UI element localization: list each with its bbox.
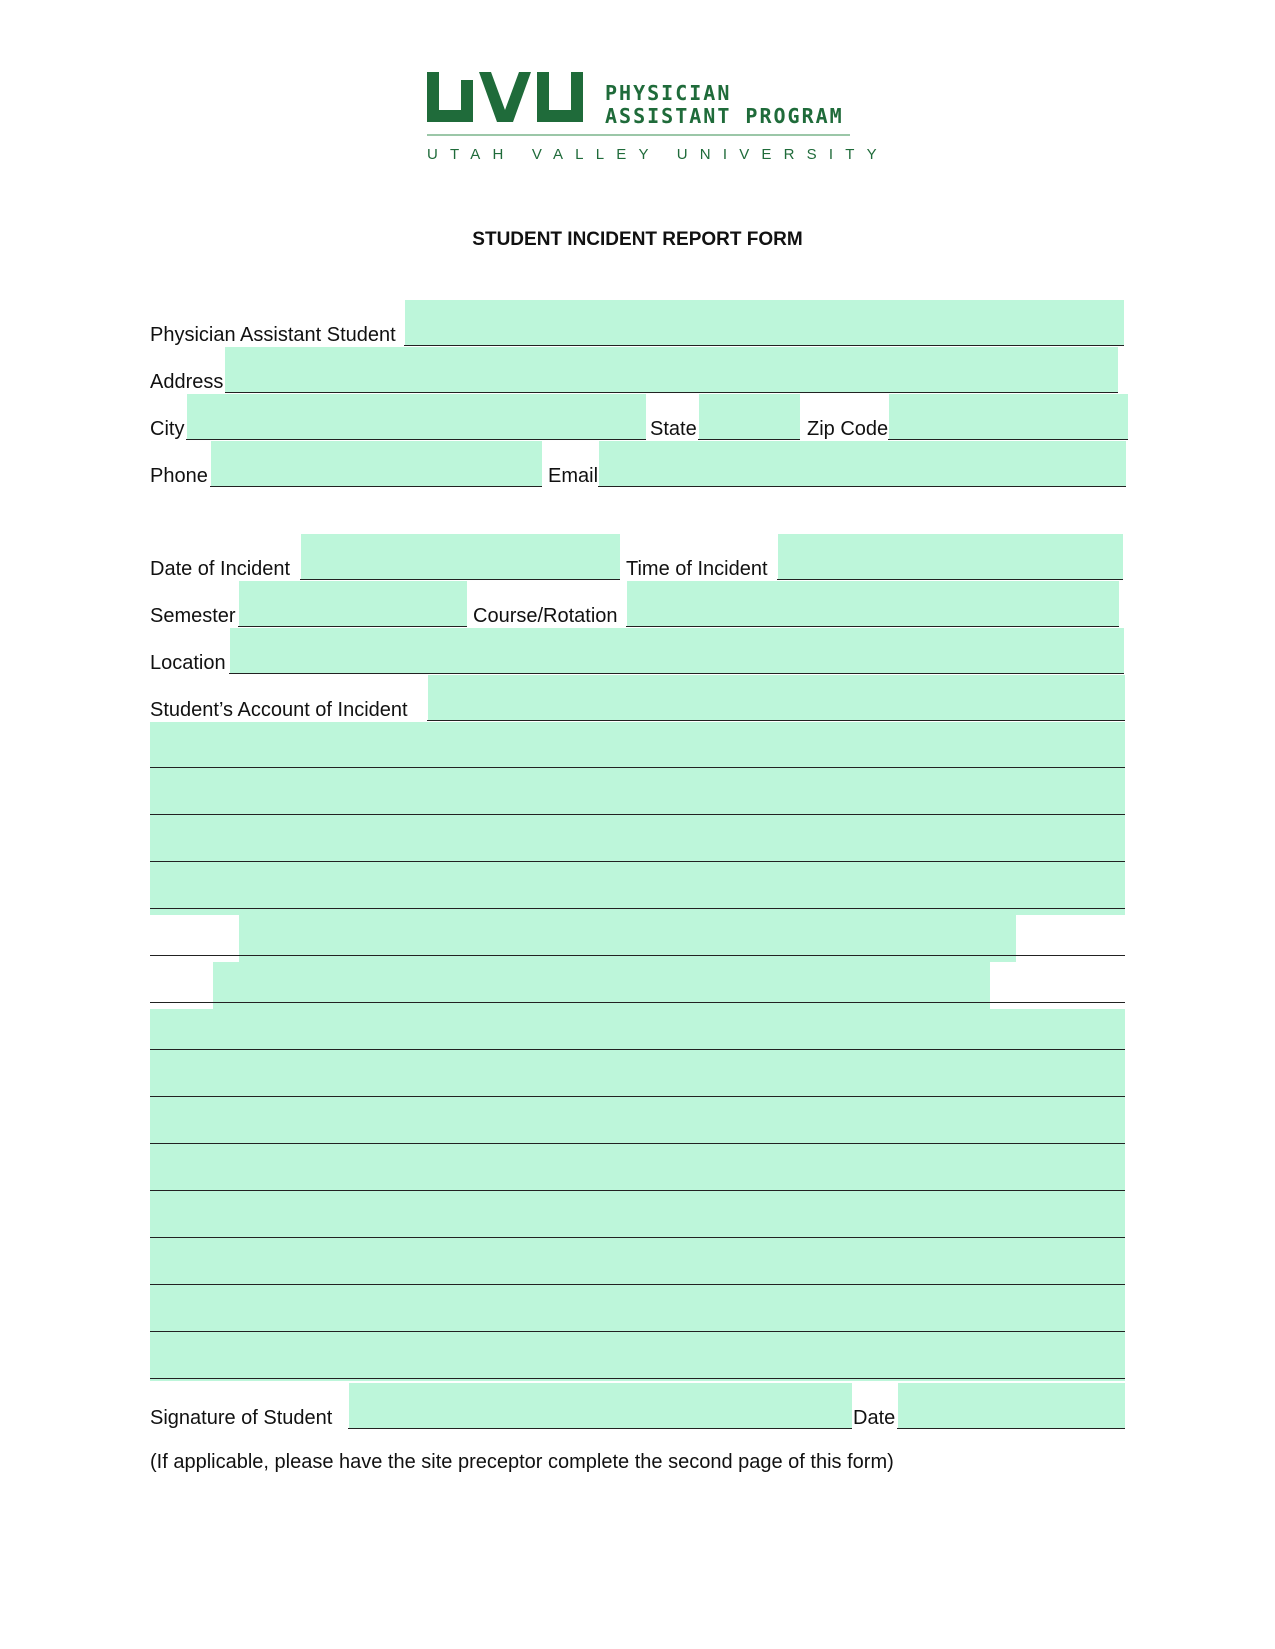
program-line-1: PHYSICIAN bbox=[605, 81, 732, 105]
label-address: Address bbox=[150, 371, 224, 393]
underline-date bbox=[897, 1428, 1125, 1429]
signature-field[interactable] bbox=[349, 1383, 852, 1428]
state-field[interactable] bbox=[699, 394, 800, 439]
label-zip: Zip Code bbox=[807, 418, 889, 440]
underline-semester bbox=[238, 626, 467, 627]
phone-field[interactable] bbox=[211, 441, 542, 486]
account-line bbox=[150, 1143, 1125, 1144]
zip-code-field[interactable] bbox=[889, 394, 1128, 439]
label-signature: Signature of Student bbox=[150, 1407, 333, 1429]
underline-account bbox=[427, 720, 1125, 721]
account-line bbox=[150, 861, 1125, 862]
underline-location bbox=[229, 673, 1124, 674]
label-phone: Phone bbox=[150, 465, 208, 487]
underline-date-of-incident bbox=[300, 579, 620, 580]
label-student: Physician Assistant Student bbox=[150, 324, 396, 346]
underline-address bbox=[225, 392, 1118, 393]
underline-phone bbox=[210, 486, 542, 487]
label-time-of-incident: Time of Incident bbox=[626, 558, 768, 580]
date-field[interactable] bbox=[898, 1383, 1125, 1428]
label-course-rotation: Course/Rotation bbox=[473, 605, 618, 627]
program-line-2: ASSISTANT PROGRAM bbox=[605, 104, 844, 128]
account-line bbox=[150, 1049, 1125, 1050]
account-line bbox=[150, 1378, 1125, 1379]
account-line bbox=[150, 1237, 1125, 1238]
label-account: Student’s Account of Incident bbox=[150, 699, 408, 721]
underline-state bbox=[698, 439, 800, 440]
label-date-of-incident: Date of Incident bbox=[150, 558, 291, 580]
label-semester: Semester bbox=[150, 605, 236, 627]
time-of-incident-field[interactable] bbox=[778, 534, 1123, 579]
student-name-field[interactable] bbox=[405, 300, 1124, 345]
uvu-logo-mark bbox=[427, 72, 592, 122]
logo-divider bbox=[427, 134, 850, 136]
underline-time-of-incident bbox=[777, 579, 1123, 580]
account-first-line-field[interactable] bbox=[428, 675, 1125, 720]
account-line bbox=[150, 814, 1125, 815]
label-location: Location bbox=[150, 652, 226, 674]
semester-field[interactable] bbox=[239, 581, 467, 626]
form-title: STUDENT INCIDENT REPORT FORM bbox=[472, 229, 803, 250]
account-line bbox=[150, 1096, 1125, 1097]
account-line bbox=[150, 1002, 1125, 1003]
account-line bbox=[150, 908, 1125, 909]
date-of-incident-field[interactable] bbox=[301, 534, 620, 579]
label-email: Email bbox=[548, 465, 599, 487]
underline-signature bbox=[348, 1428, 852, 1429]
underline-course-rotation bbox=[626, 626, 1119, 627]
uvu-pa-logo bbox=[427, 72, 889, 167]
account-line bbox=[150, 1331, 1125, 1332]
account-line bbox=[150, 1190, 1125, 1191]
address-field[interactable] bbox=[225, 347, 1118, 392]
label-city: City bbox=[150, 418, 185, 440]
preceptor-note: (If applicable, please have the site preceptor complete the second page of this form) bbox=[150, 1451, 894, 1473]
course-rotation-field[interactable] bbox=[627, 581, 1119, 626]
account-line bbox=[150, 1284, 1125, 1285]
underline-email bbox=[598, 486, 1126, 487]
account-textarea-highlight[interactable] bbox=[150, 722, 1125, 915]
account-line bbox=[150, 955, 1125, 956]
account-textarea-highlight[interactable] bbox=[150, 1009, 1125, 1381]
underline-student bbox=[404, 345, 1124, 346]
label-date: Date bbox=[853, 1407, 896, 1429]
label-state: State bbox=[650, 418, 697, 440]
underline-city bbox=[186, 439, 646, 440]
program-name bbox=[605, 82, 844, 128]
account-line bbox=[150, 767, 1125, 768]
email-field[interactable] bbox=[599, 441, 1126, 486]
city-field[interactable] bbox=[187, 394, 646, 439]
underline-zip bbox=[888, 439, 1128, 440]
location-field[interactable] bbox=[230, 628, 1124, 673]
university-name: UTAH VALLEY UNIVERSITY bbox=[427, 146, 889, 163]
